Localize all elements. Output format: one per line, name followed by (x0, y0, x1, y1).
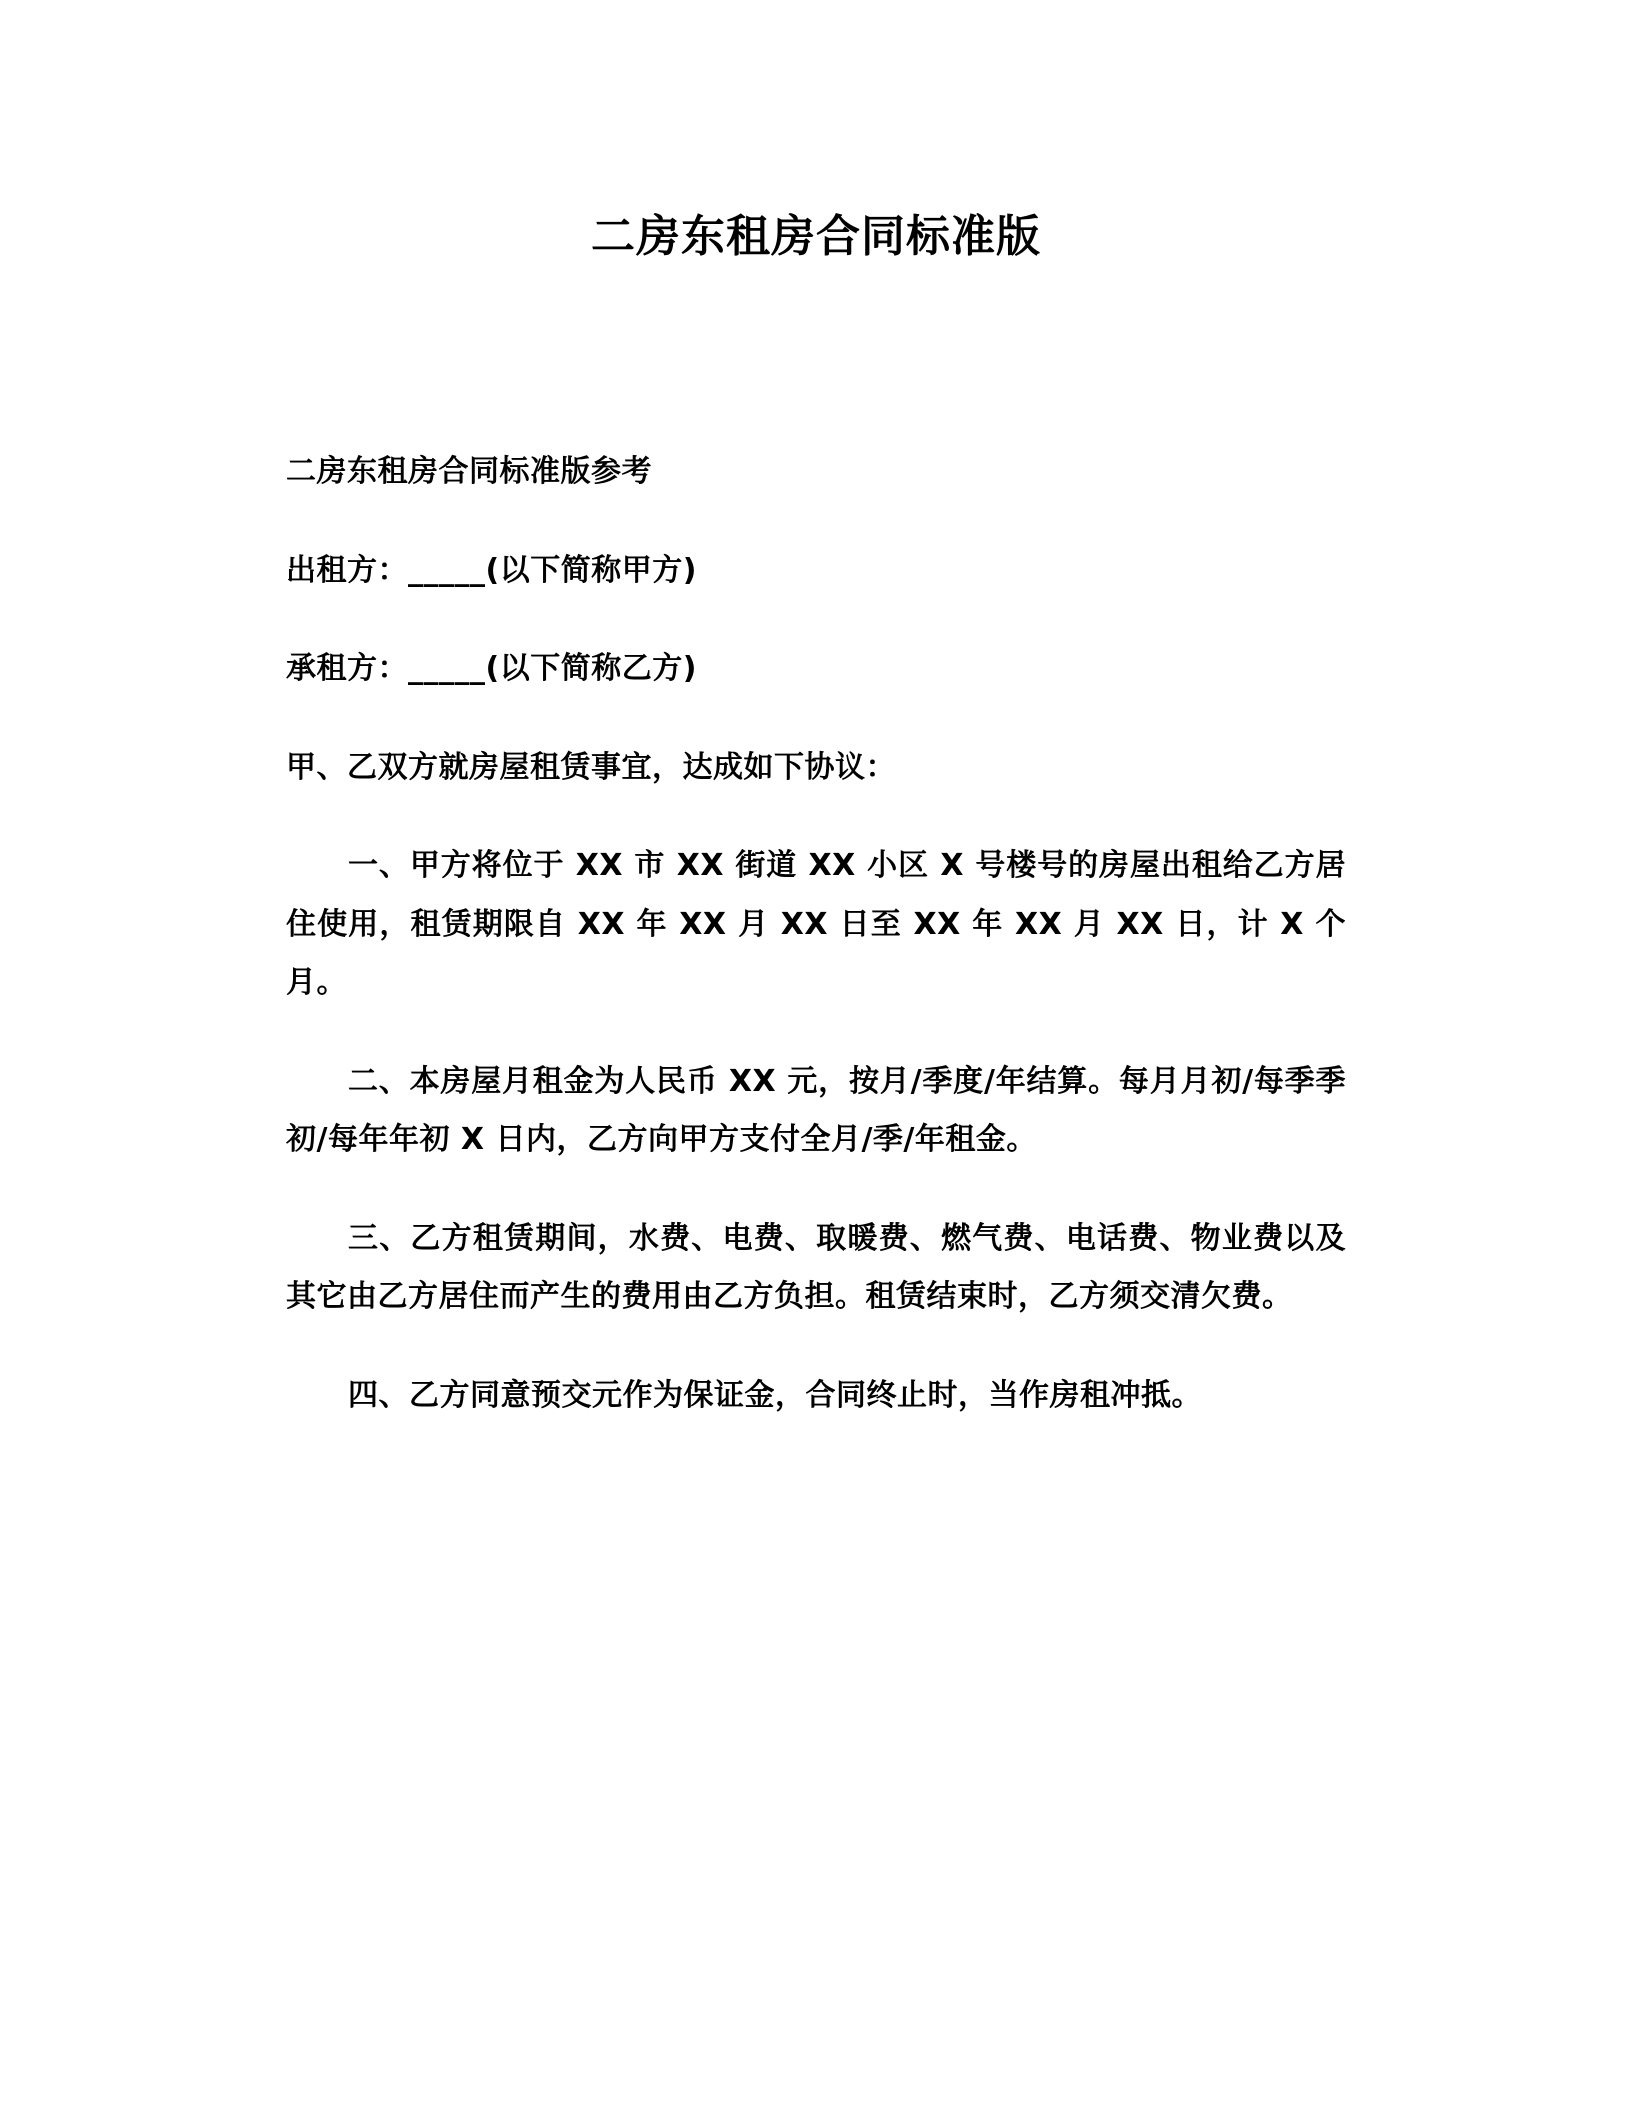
paragraph-clause-1: 一、甲方将位于 XX 市 XX 街道 XX 小区 X 号楼号的房屋出租给乙方居住使用，租赁期限自 XX 年 XX 月 XX 日至 XX 年 XX 月 XX 日，计 X 个月。 (286, 848, 1346, 1001)
paragraph-preamble: 甲、乙双方就房屋租赁事宜，达成如下协议： (286, 749, 896, 785)
paragraph-clause-3: 三、乙方租赁期间，水费、电费、取暖费、燃气费、电话费、物业费以及其它由乙方居住而产生的费用由乙方负担。租赁结束时，乙方须交清欠费。 (286, 1220, 1346, 1315)
paragraph-lessor: 出租方：_____(以下简称甲方) (286, 552, 697, 588)
paragraph-lessee: 承租方：_____(以下简称乙方) (286, 651, 697, 687)
paragraph-clause-2: 二、本房屋月租金为人民币 XX 元，按月/季度/年结算。每月月初/每季季初/每年年初 X 日内，乙方向甲方支付全月/季/年租金。 (286, 1063, 1346, 1158)
page-title: 二房东租房合同标准版 (591, 211, 1041, 262)
document-body (286, 265, 1346, 1425)
paragraph-clause-4: 四、乙方同意预交元作为保证金，合同终止时，当作房租冲抵。 (348, 1377, 1202, 1413)
paragraph-subtitle: 二房东租房合同标准版参考 (286, 454, 652, 490)
